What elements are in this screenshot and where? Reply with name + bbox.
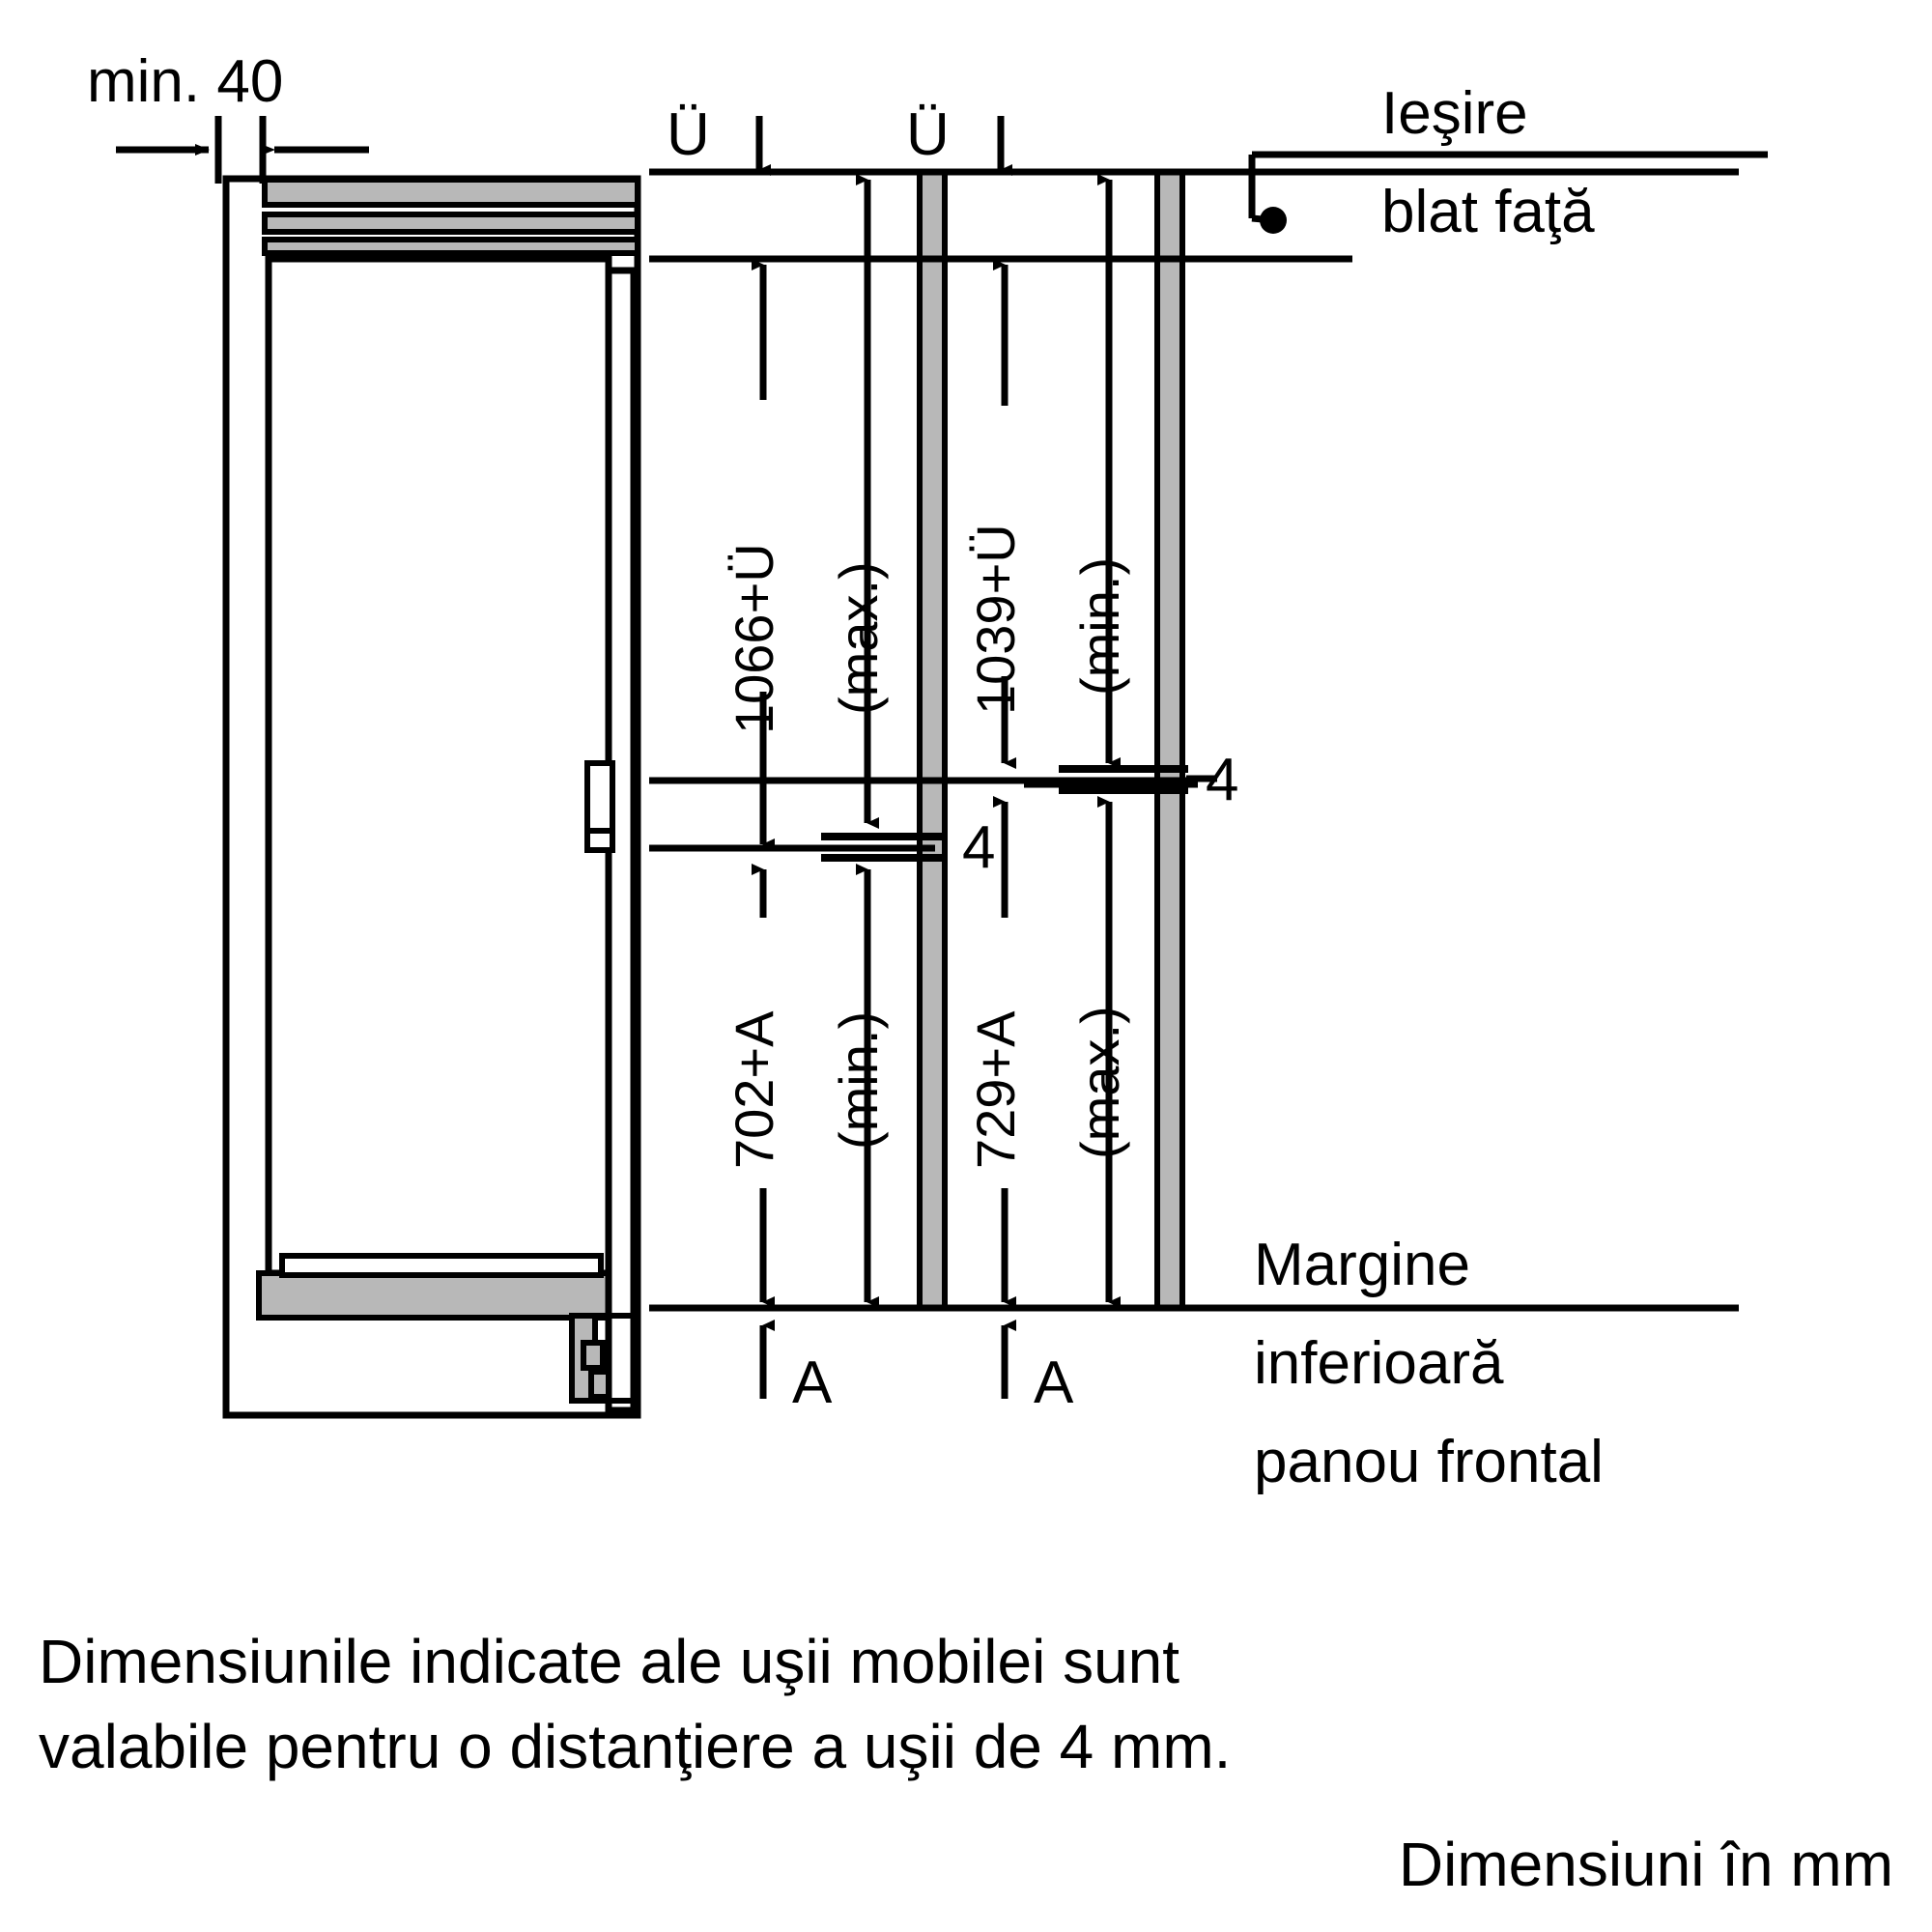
label-a-left: A [792, 1350, 833, 1416]
label-dim-729: 729+A [965, 1010, 1026, 1169]
label-dim-702-note: (min.) [828, 1010, 889, 1150]
label-dim-1039-note: (min.) [1069, 556, 1130, 696]
label-inferioara: inferioară [1254, 1330, 1504, 1397]
dimension-1066 [763, 180, 867, 844]
label-margine: Margine [1254, 1232, 1470, 1298]
footer-line-1: Dimensiunile indicate ale uşii mobilei sunt [39, 1627, 1180, 1696]
furniture-door-panels [920, 172, 1182, 1308]
label-gap-right: 4 [1206, 747, 1239, 813]
appliance-side-view [226, 179, 638, 1415]
label-dim-1039: 1039+Ü [965, 524, 1026, 715]
label-dim-702: 702+A [724, 1010, 784, 1169]
label-u-right: Ü [906, 101, 950, 168]
footer-line-2: valabile pentru o distanţiere a uşii de 4 mm. [39, 1712, 1232, 1781]
label-panou-frontal: panou frontal [1254, 1429, 1604, 1495]
label-gap-left: 4 [962, 814, 996, 881]
footer-line-3: Dimensiuni în mm [1398, 1830, 1893, 1899]
label-iesire: Ieşire [1381, 80, 1528, 147]
label-dim-729-note: (max.) [1069, 1006, 1130, 1159]
dimension-min40 [116, 116, 369, 184]
reference-lines [649, 172, 1739, 1308]
label-a-right: A [1034, 1350, 1074, 1416]
label-dim-1066-note: (max.) [828, 561, 889, 715]
label-blat-fata: blat faţă [1381, 179, 1595, 245]
label-dim-1066: 1066+Ü [724, 543, 784, 734]
label-u-left: Ü [667, 101, 710, 168]
label-min40: min. 40 [87, 48, 284, 115]
